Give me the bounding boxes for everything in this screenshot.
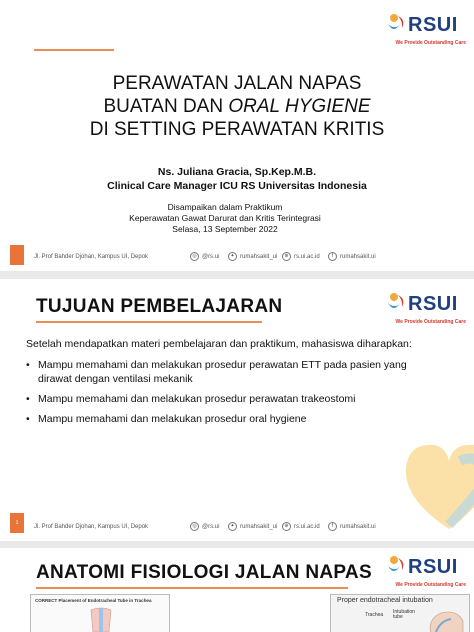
objectives-intro: Setelah mendapatkan materi pembelajaran dan praktikum, mahasiswa diharapkan: xyxy=(26,338,412,350)
logo-tagline: We Provide Outstanding Care xyxy=(395,319,466,325)
facebook-icon: f xyxy=(328,252,337,261)
presented-line-1: Disampaikan dalam Praktikum xyxy=(167,202,283,212)
footer-instagram-text: @rs.ui xyxy=(202,523,220,530)
instagram-icon: ◎ xyxy=(190,252,199,261)
presented-info xyxy=(75,202,375,235)
title-line-3: DI SETTING PERAWATAN KRITIS xyxy=(89,119,385,140)
title-line-2-text: BUATAN DAN xyxy=(103,96,229,117)
title-line-2-italic: ORAL HYGIENE xyxy=(228,96,371,117)
page-number: 1 xyxy=(10,513,24,533)
slide-footer xyxy=(0,251,474,265)
globe-icon: ⊕ xyxy=(282,252,291,261)
slide-footer xyxy=(0,521,474,535)
twitter-icon: ✦ xyxy=(228,252,237,261)
footer-facebook xyxy=(328,252,376,261)
slide-gap xyxy=(0,271,474,279)
footer-website xyxy=(282,522,320,531)
list-item: • Mampu memahami dan melakukan prosedur perawatan trakeostomi xyxy=(26,392,436,406)
author-block xyxy=(0,165,474,193)
presented-line-3: Selasa, 13 September 2022 xyxy=(172,224,278,234)
figure-caption: CORRECT Placement of Endotracheal Tube in Trachea xyxy=(35,598,152,603)
slide-title xyxy=(0,0,474,271)
logo-text: RSUI xyxy=(408,556,458,578)
footer-twitter-text: rumahsakit_ui xyxy=(240,523,278,530)
author-name: Ns. Juliana Gracia, Sp.Kep.M.B. xyxy=(157,166,317,178)
instagram-icon: ◎ xyxy=(190,522,199,531)
author-role: Clinical Care Manager ICU RS Universitas Indonesia xyxy=(107,180,367,192)
rsui-logo xyxy=(386,289,466,329)
footer-instagram xyxy=(190,252,219,261)
footer-facebook-text: rumahsakit.ui xyxy=(340,523,376,530)
objectives-list xyxy=(26,358,436,432)
label-intubation-tube: Intubation tube xyxy=(393,609,415,620)
slide-gap xyxy=(0,541,474,548)
logo-tagline: We Provide Outstanding Care xyxy=(395,582,466,588)
footer-facebook-text: rumahsakit.ui xyxy=(340,253,376,260)
section-heading: ANATOMI FISIOLOGI JALAN NAPAS xyxy=(36,562,372,583)
footer-facebook xyxy=(328,522,376,531)
section-heading: TUJUAN PEMBELAJARAN xyxy=(36,296,283,317)
footer-address: Jl. Prof Bahder Djohan, Kampus UI, Depok xyxy=(34,524,149,530)
footer-website-text: rs.ui.ac.id xyxy=(294,523,320,530)
footer-twitter xyxy=(228,252,277,261)
rsui-logo xyxy=(386,552,466,592)
head-profile-illustration-icon xyxy=(421,609,467,632)
trachea-illustration-icon xyxy=(31,606,169,632)
footer-website xyxy=(282,252,320,261)
logo-text: RSUI xyxy=(408,293,458,315)
heading-underline xyxy=(36,321,262,323)
intubation-figure xyxy=(330,594,470,632)
list-item: • Mampu memahami dan melakukan prosedur perawatan ETT pada pasien yang dirawat dengan ventilasi mekanik xyxy=(26,358,436,386)
label-trachea: Trachea xyxy=(365,612,384,618)
globe-icon: ⊕ xyxy=(282,522,291,531)
rsui-logo-icon xyxy=(386,291,408,313)
footer-instagram xyxy=(190,522,219,531)
figure-caption: Proper endotracheal intubation xyxy=(337,597,433,604)
footer-website-text: rs.ui.ac.id xyxy=(294,253,320,260)
logo-tagline: We Provide Outstanding Care xyxy=(395,40,466,46)
facebook-icon: f xyxy=(328,522,337,531)
list-item: • Mampu memahami dan melakukan prosedur oral hygiene xyxy=(26,412,436,426)
rsui-logo-icon xyxy=(386,554,408,576)
accent-line xyxy=(34,49,114,51)
slide-anatomy xyxy=(0,548,474,632)
footer-twitter xyxy=(228,522,277,531)
footer-instagram-text: @rs.ui xyxy=(202,253,220,260)
twitter-icon: ✦ xyxy=(228,522,237,531)
footer-twitter-text: rumahsakit_ui xyxy=(240,253,278,260)
presented-line-2: Keperawatan Gawat Darurat dan Kritis Terintegrasi xyxy=(129,213,321,223)
title-line-1: PERAWATAN JALAN NAPAS xyxy=(112,73,362,94)
footer-address: Jl. Prof Bahder Djohan, Kampus UI, Depok xyxy=(34,254,149,260)
title-line-2 xyxy=(0,95,474,118)
slide-objectives xyxy=(0,279,474,541)
rsui-logo-icon xyxy=(386,12,408,34)
presentation-title xyxy=(0,72,474,141)
heading-underline xyxy=(36,587,348,589)
rsui-logo xyxy=(386,10,466,50)
ett-placement-figure xyxy=(30,594,170,632)
logo-text: RSUI xyxy=(408,14,458,36)
